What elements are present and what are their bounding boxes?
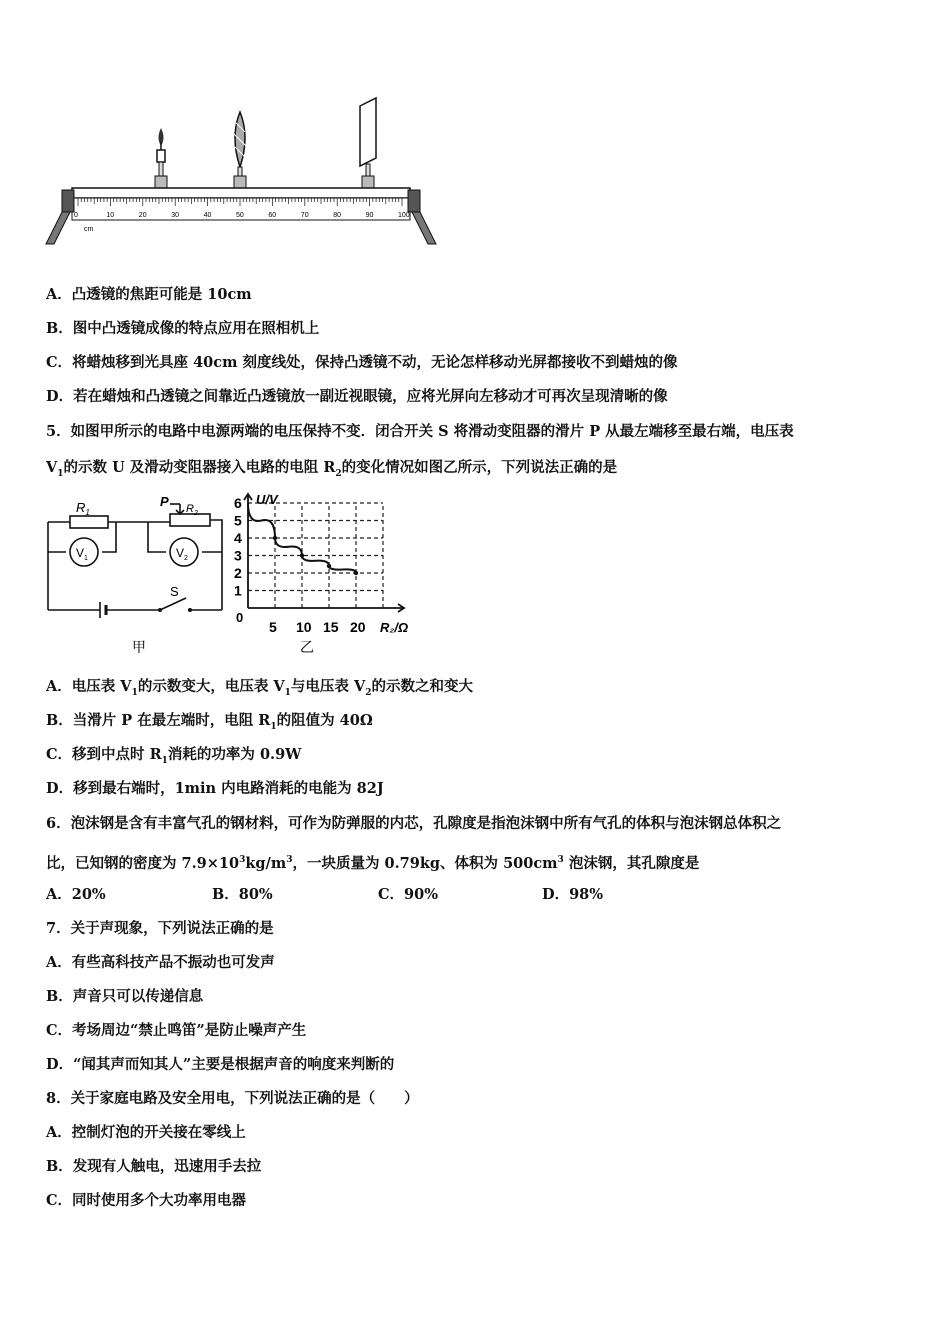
q6-option-a: A．20%: [46, 886, 106, 903]
q7-option-c: C．考场周边“禁止鸣笛”是防止噪声产生: [46, 1022, 307, 1039]
q5-option-d: D．移到最右端时，1min 内电路消耗的电能为 82J: [46, 780, 384, 797]
bench-tick-label: 10: [106, 212, 115, 219]
v2-label: $V_2$: [176, 546, 188, 562]
convex-lens-icon: [234, 112, 246, 188]
bench-tick-label: 0: [74, 212, 78, 219]
bench-tick-label: 30: [171, 212, 179, 219]
graph-y-tick: 5: [234, 512, 242, 529]
graph-origin: 0: [236, 610, 244, 625]
q7-stem: 7．关于声现象，下列说法正确的是: [46, 920, 274, 937]
q7-option-b: B．声音只可以传递信息: [46, 988, 204, 1005]
bench-tick-label: 80: [333, 212, 341, 219]
u-r2-graph: [232, 490, 432, 662]
bench-tick-label: 60: [268, 212, 277, 219]
q8-option-c: C．同时使用多个大功率用电器: [46, 1192, 247, 1209]
r2-label: $R_2$: [186, 503, 198, 517]
q5-option-b: B．当滑片 P 在最左端时，电阻 $R_1$的阻值为 40Ω: [46, 712, 373, 732]
light-screen-icon: [360, 98, 376, 188]
bench-tick-label: 20: [138, 212, 147, 219]
q6-stem-line2: 比，已知钢的密度为 $7.9\times 10^3kg/m^3$，一块质量为 0.79kg、体积为 $500cm^3$ 泡沫钢，其孔隙度是: [46, 854, 700, 872]
bench-tick-label: 70: [300, 212, 309, 219]
r1-label: $R_1$: [76, 500, 90, 517]
graph-data-point: [354, 571, 358, 575]
q4-option-c: C．将蜡烛移到光具座 40cm 刻度线处，保持凸透镜不动，无论怎样移动光屏都接收不到蜡烛的像: [46, 354, 678, 371]
graph-x-tick: 5: [269, 619, 277, 635]
bench-tick-label: 100: [398, 212, 410, 219]
bench-tick-label: 50: [236, 212, 244, 219]
graph-data-point: [300, 553, 304, 557]
bench-tick-label: 90: [365, 212, 374, 219]
q5-stem-line2: $V_1$的示数 U 及滑动变阻器接入电路的电阻 $R_2$的变化情况如图乙所示，下列说法正确的是: [46, 459, 618, 479]
q8-option-b: B．发现有人触电，迅速用手去拉: [46, 1158, 262, 1175]
q5-option-a: A．电压表 $V_1$的示数变大，电压表 $V_1$与电压表 $V_2$的示数之和变大: [46, 678, 473, 698]
graph-x-tick: 15: [323, 619, 339, 635]
q4-option-a: A．凸透镜的焦距可能是 10cm: [46, 286, 252, 303]
graph-y-tick: 4: [234, 530, 242, 546]
graph-data-point: [273, 536, 277, 540]
q8-option-a: A．控制灯泡的开关接在零线上: [46, 1124, 246, 1141]
q6-option-d: D．98%: [542, 886, 604, 903]
q5-stem-line1: 5．如图甲所示的电路中电源两端的电压保持不变．闭合开关 S 将滑动变阻器的滑片 P 从最左端移至最右端，电压表: [46, 423, 794, 440]
optical-bench-figure: [40, 92, 440, 252]
candle-icon: [155, 128, 167, 188]
q6-option-c: C．90%: [378, 886, 438, 903]
graph-y-tick: 3: [234, 547, 242, 564]
q4-option-d: D．若在蜡烛和凸透镜之间靠近凸透镜放一副近视眼镜，应将光屏向左移动才可再次呈现清晰的像: [46, 388, 668, 405]
q6-stem-line1: 6．泡沫钢是含有丰富气孔的钢材料，可作为防弹服的内芯，孔隙度是指泡沫钢中所有气孔的体积与泡沫钢总体积之: [46, 815, 782, 832]
bench-unit: cm: [84, 226, 94, 233]
graph-x-tick: 10: [296, 619, 312, 635]
circuit-diagram: [40, 492, 240, 662]
bench-tick-label: 40: [203, 212, 212, 219]
graph-y-tick: 2: [234, 565, 242, 581]
q7-option-a: A．有些高科技产品不振动也可发声: [46, 954, 275, 971]
graph-data-point: [327, 564, 331, 568]
q6-option-b: B．80%: [212, 886, 273, 903]
graph-y-label: U/V: [256, 492, 278, 507]
q8-stem: 8．关于家庭电路及安全用电，下列说法正确的是（ ）: [46, 1090, 419, 1107]
v1-label: $V_1$: [76, 546, 88, 562]
q7-option-d: D．“闻其声而知其人”主要是根据声音的响度来判断的: [46, 1056, 395, 1073]
graph-x-tick: 20: [350, 619, 366, 635]
bench-rail: [72, 188, 410, 198]
graph-x-label: R₂/Ω: [380, 620, 409, 635]
circuit-caption: 甲: [132, 639, 146, 655]
p-label: P: [160, 494, 169, 509]
graph-y-tick: 6: [234, 495, 242, 511]
q4-option-b: B．图中凸透镜成像的特点应用在照相机上: [46, 320, 320, 337]
s-label: S: [170, 584, 179, 599]
q5-option-c: C．移到中点时 $R_1$消耗的功率为 0.9W: [46, 746, 302, 766]
graph-caption: 乙: [300, 639, 314, 655]
graph-y-tick: 1: [234, 582, 242, 599]
